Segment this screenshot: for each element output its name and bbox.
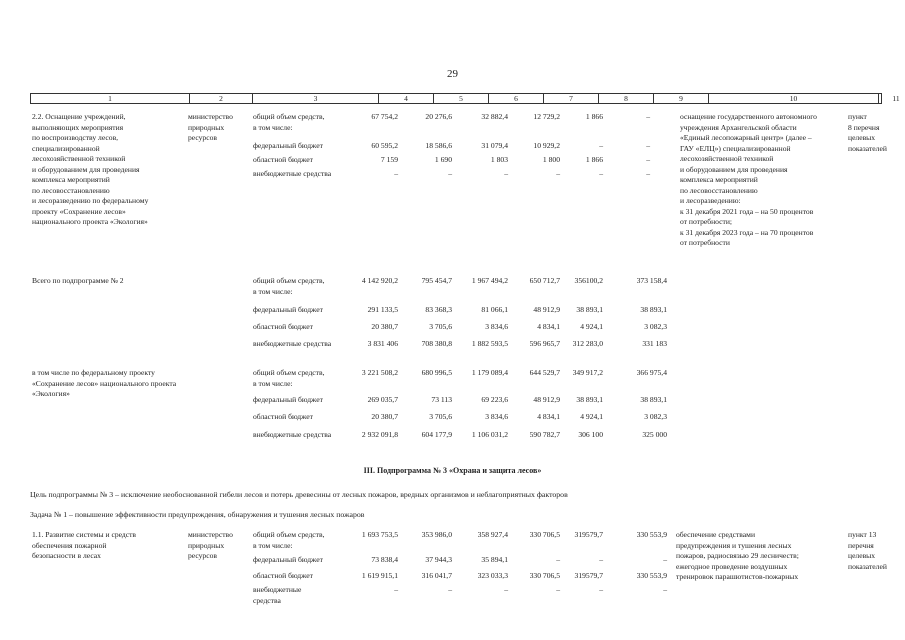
block1-result: оснащение государственного автономного учреждения Архангельской области «Единый лесопожарный центр» (далее – ГАУ «ЕЛЦ») специализированной лесохозяйственной техникой и оборудованием для проведения комплекса мероприятий по лесовосстановлению и лесоразведению: к 31 декабря 2021 года – на 50 процентов от потребности; к 31 декабря 2023 года – на 70 процентов от потребности [680,112,817,247]
block4-row-label: общий объем средств, в том числе: [253,530,325,550]
block2-value-cell: 291 133,5 [367,305,398,314]
block4-value-cell: – [599,555,603,564]
block3-value-cell: 69 223,6 [481,395,508,404]
block4-value-cell: 358 927,4 [477,530,508,539]
block3-value-cell: 3 221 508,2 [361,368,398,377]
subprogram-goal: Цель подпрограммы № 3 – исключение необоснованной гибели лесов и потерь древесины от лесных пожаров, вредных организмов и неблагоприятных факторов [30,490,568,499]
block2-value-cell: 1 967 494,2 [471,276,508,285]
block2-value-cell: 596 965,7 [529,339,560,348]
block1-indicator: пункт 8 перечня целевых показателей [848,112,887,153]
activity-1-1-title: 1.1. Развитие системы и средств обеспечения пожарной безопасности в лесах [32,530,137,560]
block2-row-label: федеральный бюджет [253,305,323,314]
block1-value-cell: 1 866 [585,155,603,164]
block1-value-cell: 1 866 [585,112,603,121]
header-col-5: 5 [433,94,488,103]
table-header-row [30,93,900,104]
block1-row-label: областной бюджет [253,155,313,164]
block2-value-cell: 3 082,3 [644,322,667,331]
block1-value-cell: – [394,169,398,178]
header-col-2: 2 [189,94,252,103]
block3-value-cell: 1 106 031,2 [471,430,508,439]
block2-value-cell: 83 368,3 [425,305,452,314]
block3-value-cell: 366 975,4 [636,368,667,377]
block2-value-cell: 331 183 [642,339,667,348]
subprogram-2-total-title: Всего по подпрограмме № 2 [32,276,124,285]
block3-value-cell: 1 179 089,4 [471,368,508,377]
block1-row-label: общий объем средств, в том числе: [253,112,325,132]
block4-value-cell: – [599,585,603,594]
block3-value-cell: 3 705,6 [429,412,452,421]
block1-value-cell: 1 690 [434,155,452,164]
block4-value-cell: 73 838,4 [371,555,398,564]
header-col-11: 11 [878,94,905,103]
block2-value-cell: 1 882 593,5 [471,339,508,348]
block3-row-label: федеральный бюджет [253,395,323,404]
block1-value-cell: – [599,141,603,150]
page-number: 29 [447,68,458,80]
block2-value-cell: 48 912,9 [533,305,560,314]
block4-result: обеспечение средствами предупреждения и тушения лесных пожаров, радиосвязью 29 лесничеств; ежегодное проведение воздушных тренировок парашютистов-пожарных [676,530,799,581]
block3-value-cell: 48 912,9 [533,395,560,404]
block2-value-cell: 38 893,1 [640,305,667,314]
block4-value-cell: 353 986,0 [421,530,452,539]
block1-value-cell: 20 276,6 [425,112,452,121]
block3-row-label: внебюджетные средства [253,430,332,439]
federal-project-subtotal-title: в том числе по федеральному проекту «Сохранение лесов» национального проекта «Экология» [32,368,177,398]
block4-value-cell: 330 553,9 [636,571,667,580]
block3-value-cell: 306 100 [578,430,603,439]
block2-value-cell: 3 705,6 [429,322,452,331]
header-col-3: 3 [252,94,378,103]
block3-value-cell: 4 834,1 [537,412,560,421]
block4-value-cell: – [556,585,560,594]
block4-value-cell: 316 041,7 [421,571,452,580]
block2-value-cell: 3 831 406 [367,339,398,348]
block4-row-label: федеральный бюджет [253,555,323,564]
header-col-6: 6 [488,94,543,103]
block3-value-cell: 2 932 091,8 [361,430,398,439]
header-col-4: 4 [378,94,433,103]
block4-executor: министерство природных ресурсов [188,530,233,560]
block4-value-cell: – [394,585,398,594]
block4-value-cell: 323 033,3 [477,571,508,580]
block1-value-cell: 67 754,2 [371,112,398,121]
activity-2-2-title: 2.2. Оснащение учреждений, выполняющих мероприятия по воспроизводству лесов, специализированной лесохозяйственной техникой и оборудованием для проведения комплекса мероприятий по лесовосстановлению и лесоразведению по федеральному проекту «Сохранение лесов» национального проекта «Экология» [32,112,149,226]
block2-value-cell: 38 893,1 [576,305,603,314]
block4-value-cell: 37 944,3 [425,555,452,564]
block1-row-label: федеральный бюджет [253,141,323,150]
header-col-7: 7 [543,94,598,103]
block4-value-cell: – [556,555,560,564]
block3-value-cell: 644 529,7 [529,368,560,377]
block3-value-cell: 349 917,2 [572,368,603,377]
block4-value-cell: 319579,7 [574,571,603,580]
block4-value-cell: 330 706,5 [529,530,560,539]
block4-value-cell: 1 693 753,5 [361,530,398,539]
block1-value-cell: – [646,112,650,121]
block2-row-label: общий объем средств, в том числе: [253,276,325,296]
block2-value-cell: 650 712,7 [529,276,560,285]
block1-value-cell: 12 729,2 [533,112,560,121]
block1-value-cell: 1 803 [490,155,508,164]
block3-value-cell: 604 177,9 [421,430,452,439]
block1-value-cell: – [646,169,650,178]
block3-value-cell: 38 893,1 [576,395,603,404]
block1-value-cell: – [646,141,650,150]
block4-indicator: пункт 13 перечня целевых показателей [848,530,887,571]
block3-value-cell: 38 893,1 [640,395,667,404]
block1-value-cell: – [646,155,650,164]
block3-row-label: областной бюджет [253,412,313,421]
block4-value-cell: – [663,585,667,594]
block1-value-cell: – [556,169,560,178]
header-col-9: 9 [653,94,708,103]
block4-value-cell: 330 706,5 [529,571,560,580]
block2-value-cell: 795 454,7 [421,276,452,285]
block1-value-cell: 18 586,6 [425,141,452,150]
block4-value-cell: 35 894,1 [481,555,508,564]
section-title: III. Подпрограмма № 3 «Охрана и защита лесов» [363,466,542,475]
block1-row-label: внебюджетные средства [253,169,332,178]
block2-value-cell: 4 924,1 [580,322,603,331]
block4-row-label: внебюджетные средства [253,585,302,605]
block3-value-cell: 325 000 [642,430,667,439]
block4-value-cell: 1 619 915,1 [361,571,398,580]
block1-value-cell: – [448,169,452,178]
block3-value-cell: 590 782,7 [529,430,560,439]
block2-value-cell: 3 834,6 [485,322,508,331]
block3-value-cell: 680 996,5 [421,368,452,377]
block1-value-cell: 60 595,2 [371,141,398,150]
block3-value-cell: 3 082,3 [644,412,667,421]
block2-row-label: областной бюджет [253,322,313,331]
block1-value-cell: 7 159 [380,155,398,164]
block2-value-cell: 373 158,4 [636,276,667,285]
block2-value-cell: 708 380,8 [421,339,452,348]
block1-executor: министерство природных ресурсов [188,112,233,142]
block4-value-cell: – [663,555,667,564]
block4-value-cell: – [504,585,508,594]
block1-value-cell: 1 800 [542,155,560,164]
header-col-1: 1 [108,94,112,103]
header-col-10: 10 [708,94,878,103]
task-1: Задача № 1 – повышение эффективности предупреждения, обнаружения и тушения лесных пожаров [30,510,365,519]
block3-value-cell: 3 834,6 [485,412,508,421]
block1-value-cell: – [504,169,508,178]
block3-value-cell: 73 113 [431,395,452,404]
block1-value-cell: – [599,169,603,178]
block2-value-cell: 4 142 920,2 [361,276,398,285]
block3-value-cell: 269 035,7 [367,395,398,404]
block3-value-cell: 20 380,7 [371,412,398,421]
block2-value-cell: 20 380,7 [371,322,398,331]
block4-value-cell: 319579,7 [574,530,603,539]
block3-value-cell: 4 924,1 [580,412,603,421]
header-col-8: 8 [598,94,653,103]
block2-value-cell: 4 834,1 [537,322,560,331]
block4-value-cell: – [448,585,452,594]
block2-row-label: внебюджетные средства [253,339,332,348]
block3-row-label: общий объем средств, в том числе: [253,368,325,388]
block4-row-label: областной бюджет [253,571,313,580]
block4-value-cell: 330 553,9 [636,530,667,539]
block1-value-cell: 10 929,2 [533,141,560,150]
block2-value-cell: 81 066,1 [481,305,508,314]
block1-value-cell: 31 079,4 [481,141,508,150]
block2-value-cell: 312 283,0 [572,339,603,348]
block2-value-cell: 356100,2 [574,276,603,285]
block1-value-cell: 32 882,4 [481,112,508,121]
